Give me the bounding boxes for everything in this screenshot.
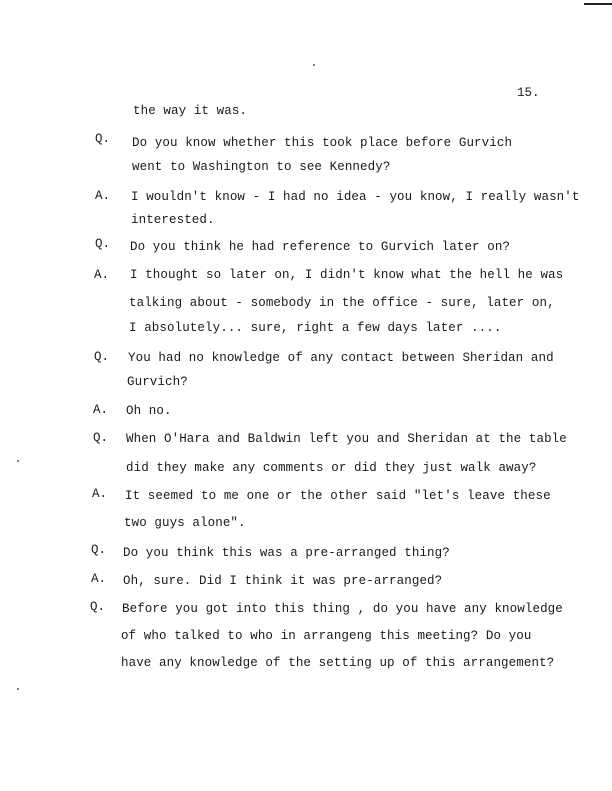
speaker-label: A. xyxy=(91,572,107,586)
testimony-line: Do you know whether this took place before Gurvich xyxy=(132,136,513,150)
speaker-label: Q. xyxy=(90,600,106,614)
scan-speck xyxy=(313,64,315,66)
testimony-line: talking about - somebody in the office - sure, later on, xyxy=(129,296,555,310)
speaker-label: A. xyxy=(95,189,111,203)
testimony-line: did they make any comments or did they just walk away? xyxy=(126,461,537,475)
testimony-line: of who talked to who in arrangeng this meeting? Do you xyxy=(121,629,532,643)
speaker-label: A. xyxy=(93,403,109,417)
testimony-line: Before you got into this thing , do you have any knowledge xyxy=(122,602,563,616)
testimony-line: Oh, sure. Did I think it was pre-arranged? xyxy=(123,574,443,588)
scan-speck xyxy=(17,688,19,690)
testimony-line: I absolutely... sure, right a few days later .... xyxy=(129,321,502,335)
testimony-line: interested. xyxy=(131,213,215,227)
testimony-line: went to Washington to see Kennedy? xyxy=(132,160,391,174)
testimony-line: Do you think he had reference to Gurvich later on? xyxy=(130,240,511,254)
speaker-label: A. xyxy=(94,268,110,282)
scan-speck xyxy=(17,460,19,462)
testimony-line: Gurvich? xyxy=(127,375,188,389)
testimony-line: When O'Hara and Baldwin left you and Sheridan at the table xyxy=(126,432,567,446)
testimony-line: Do you think this was a pre-arranged thing? xyxy=(123,546,450,560)
page-edge-mark xyxy=(584,3,612,5)
speaker-label: A. xyxy=(92,487,108,501)
testimony-line: two guys alone". xyxy=(124,516,246,530)
testimony-line: I thought so later on, I didn't know what the hell he was xyxy=(130,268,564,282)
testimony-line: Oh no. xyxy=(126,404,172,418)
testimony-line: have any knowledge of the setting up of this arrangement? xyxy=(121,656,555,670)
speaker-label: Q. xyxy=(95,237,111,251)
speaker-label: Q. xyxy=(93,431,109,445)
continuation-line: the way it was. xyxy=(133,104,248,118)
speaker-label: Q. xyxy=(94,350,110,364)
testimony-line: It seemed to me one or the other said "let's leave these xyxy=(125,489,551,503)
speaker-label: Q. xyxy=(95,132,111,146)
speaker-label: Q. xyxy=(91,543,107,557)
page-number: 15. xyxy=(517,86,540,100)
testimony-line: I wouldn't know - I had no idea - you know, I really wasn't xyxy=(131,190,580,204)
testimony-line: You had no knowledge of any contact between Sheridan and xyxy=(128,351,554,365)
